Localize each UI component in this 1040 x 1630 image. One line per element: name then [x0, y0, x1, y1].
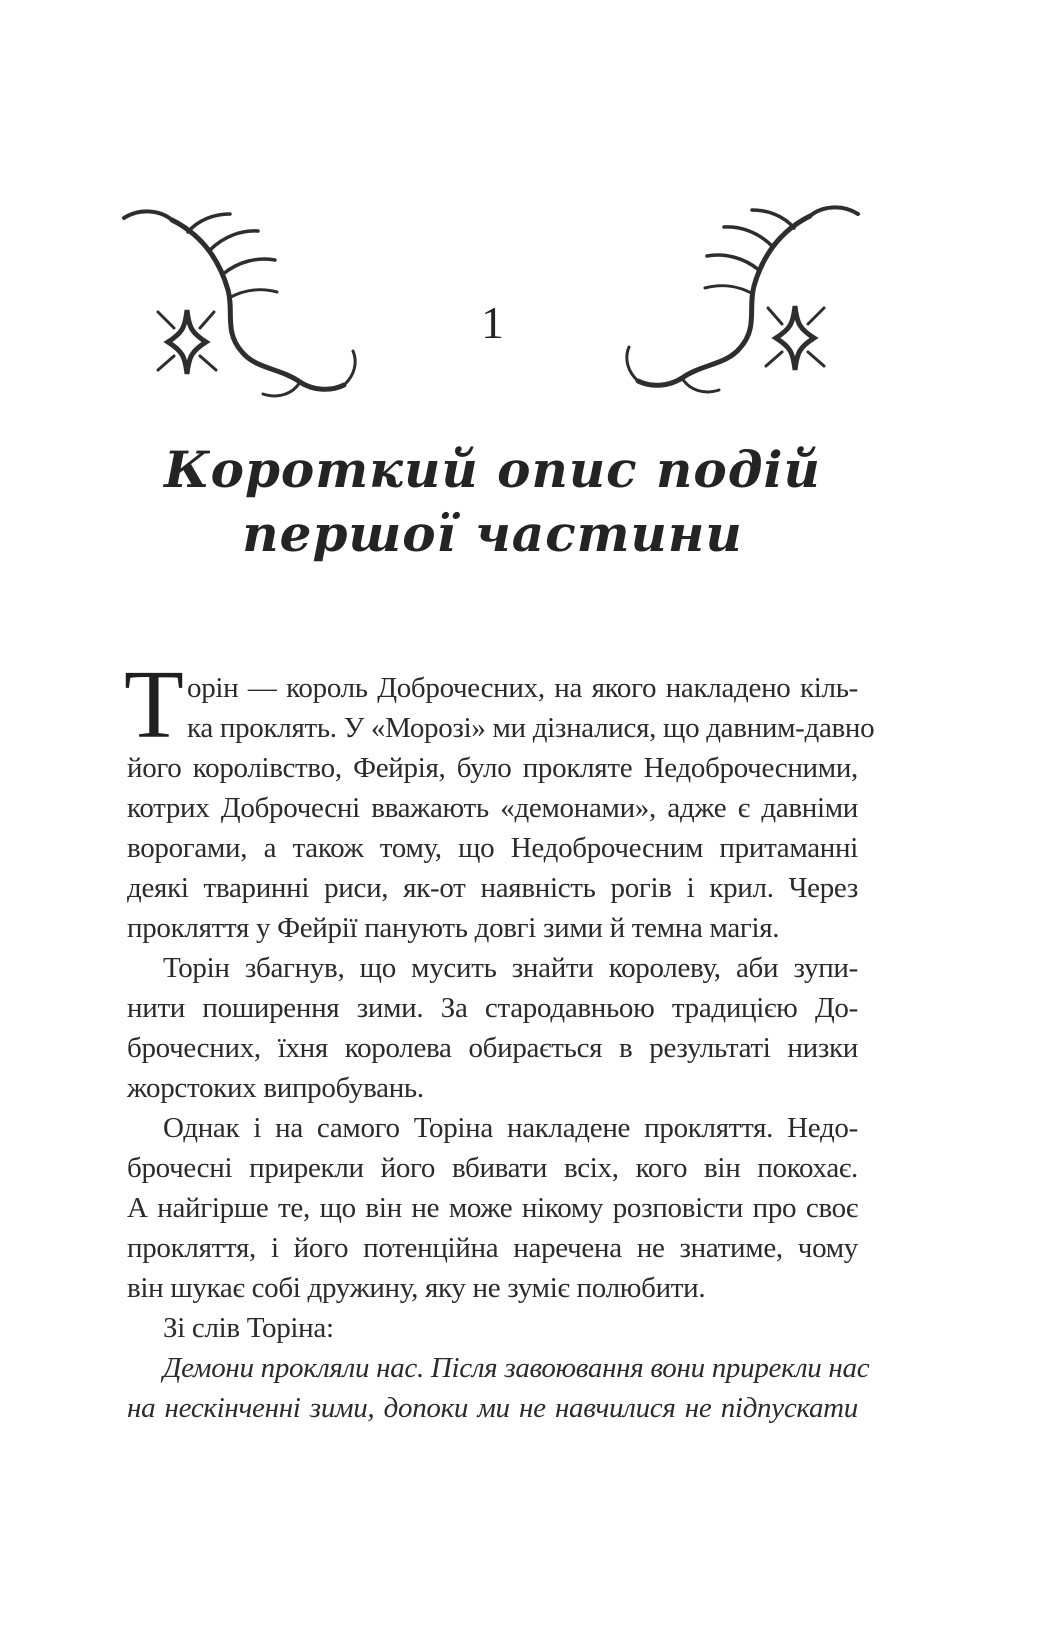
chapter-title: [127, 438, 858, 566]
body-line: прокляття у Фейрії панують довгі зими й темна магія.: [127, 912, 780, 944]
chapter-title-line-2: першої частини: [242, 504, 743, 563]
drop-cap: Т: [124, 651, 184, 759]
body-line: його королівство, Фейрія, було прокляте Недоброчесними,: [127, 752, 858, 784]
body-line: нити поширення зими. За стародавньою традицією До-: [127, 992, 858, 1024]
paragraph: [127, 1308, 858, 1348]
body-line: А найгірше те, що він не може нікому розповісти про своє: [127, 1192, 858, 1224]
body-line: Зі слів Торіна:: [163, 1312, 334, 1344]
body-line: котрих Доброчесні вважають «демонами», адже є давніми: [127, 792, 858, 824]
body-line: брочесні прирекли його вбивати всіх, кого він покохає.: [127, 1152, 858, 1184]
body-line: жорстоких випробувань.: [127, 1072, 424, 1104]
body-line: ка проклять. У «Морозі» ми дізналися, що давним-давно: [187, 712, 875, 744]
body-line: на нескінченні зими, допоки ми не навчилися не підпускати: [127, 1392, 858, 1424]
body-line: ворогами, а також тому, що Недоброчесним притаманні: [127, 832, 858, 864]
body-line: брочесних, їхня королева обирається в результаті низки: [127, 1032, 858, 1064]
paragraph: [127, 1348, 870, 1428]
chapter-title-line-1: Короткий опис подій: [164, 440, 821, 499]
body-line: Торін збагнув, що мусить знайти королеву, аби зупи-: [163, 952, 858, 984]
body-line: орін — король Доброчесних, на якого накладено кіль-: [187, 672, 858, 704]
chapter-number: 1: [481, 297, 504, 348]
paragraph: [127, 948, 858, 1108]
paragraph: [127, 1108, 858, 1308]
body-line: прокляття, і його потенційна наречена не знатиме, чому: [127, 1232, 858, 1264]
body-line: деякі тваринні риси, як-от наявність рогів і крил. Через: [127, 872, 858, 904]
body-line: він шукає собі дружину, яку не зуміє полюбити.: [127, 1272, 706, 1304]
body-line: Демони прокляли нас. Після завоювання вони прирекли нас: [163, 1352, 870, 1384]
body-text: [124, 651, 875, 1428]
paragraph: [124, 651, 875, 948]
body-line: Однак і на самого Торіна накладене прокляття. Недо-: [163, 1112, 858, 1144]
